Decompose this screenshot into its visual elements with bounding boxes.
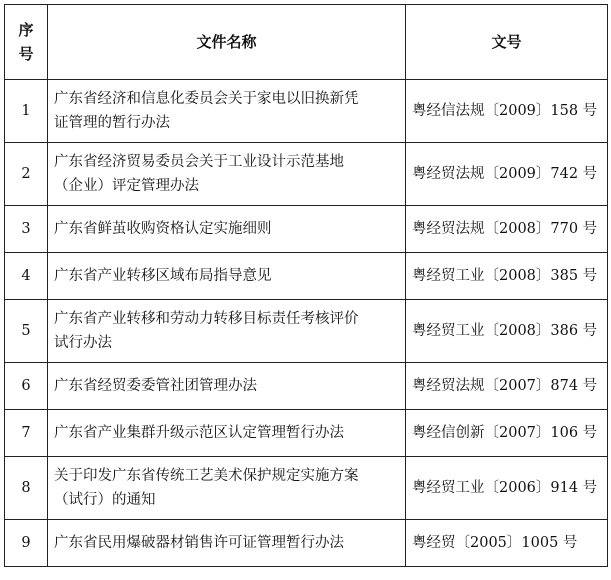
row-name-line1: 广东省民用爆破器材销售许可证管理暂行办法 (54, 535, 344, 551)
row-seq: 4 (5, 253, 48, 300)
row-number: 粤经贸法规〔2009〕742 号 (406, 143, 608, 206)
row-name-line1: 广东省经济和信息化委员会关于家电以旧换新凭 (54, 91, 359, 107)
table-row (5, 300, 608, 363)
row-name (48, 520, 406, 567)
row-seq: 2 (5, 143, 48, 206)
row-number: 粤经贸工业〔2008〕385 号 (406, 253, 608, 300)
row-name-line1: 广东省鲜茧收购资格认定实施细则 (54, 221, 272, 237)
row-number: 粤经贸法规〔2008〕770 号 (406, 206, 608, 253)
header-seq-line1: 序 (18, 21, 34, 39)
document-table (4, 4, 608, 567)
row-seq: 3 (5, 206, 48, 253)
table-row (5, 80, 608, 143)
row-name-line2: （试行）的通知 (54, 492, 156, 508)
row-name-line2: 试行办法 (54, 335, 112, 351)
table-row (5, 206, 608, 253)
table-row (5, 363, 608, 410)
row-number: 粤经信法规〔2009〕158 号 (406, 80, 608, 143)
header-number: 文号 (406, 5, 608, 80)
row-name (48, 300, 406, 363)
row-name-line2: 证管理的暂行办法 (54, 115, 170, 131)
row-name (48, 143, 406, 206)
header-seq (5, 5, 48, 80)
row-name (48, 363, 406, 410)
row-name-line1: 广东省经贸委委管社团管理办法 (54, 378, 257, 394)
header-seq-line2: 号 (18, 45, 34, 63)
row-seq: 5 (5, 300, 48, 363)
row-name (48, 80, 406, 143)
row-seq: 9 (5, 520, 48, 567)
row-seq: 7 (5, 410, 48, 457)
row-name-line1: 广东省产业转移区域布局指导意见 (54, 268, 272, 284)
table-row (5, 253, 608, 300)
row-name-line1: 广东省产业转移和劳动力转移目标责任考核评价 (54, 311, 359, 327)
table-header-row (5, 5, 608, 80)
row-name (48, 410, 406, 457)
row-name-line1: 广东省产业集群升级示范区认定管理暂行办法 (54, 425, 344, 441)
header-name: 文件名称 (48, 5, 406, 80)
table-row (5, 520, 608, 567)
row-seq: 8 (5, 457, 48, 520)
row-number: 粤经贸法规〔2007〕874 号 (406, 363, 608, 410)
row-name-line1: 广东省经济贸易委员会关于工业设计示范基地 (54, 154, 344, 170)
table-row (5, 457, 608, 520)
row-seq: 1 (5, 80, 48, 143)
row-seq: 6 (5, 363, 48, 410)
row-number: 粤经贸工业〔2006〕914 号 (406, 457, 608, 520)
row-number: 粤经信创新〔2007〕106 号 (406, 410, 608, 457)
row-name-line2: （企业）评定管理办法 (54, 178, 199, 194)
row-number: 粤经贸工业〔2008〕386 号 (406, 300, 608, 363)
row-number: 粤经贸〔2005〕1005 号 (406, 520, 608, 567)
row-name (48, 457, 406, 520)
table-row (5, 143, 608, 206)
row-name-line1: 关于印发广东省传统工艺美术保护规定实施方案 (54, 468, 359, 484)
row-name (48, 206, 406, 253)
row-name (48, 253, 406, 300)
table-row (5, 410, 608, 457)
